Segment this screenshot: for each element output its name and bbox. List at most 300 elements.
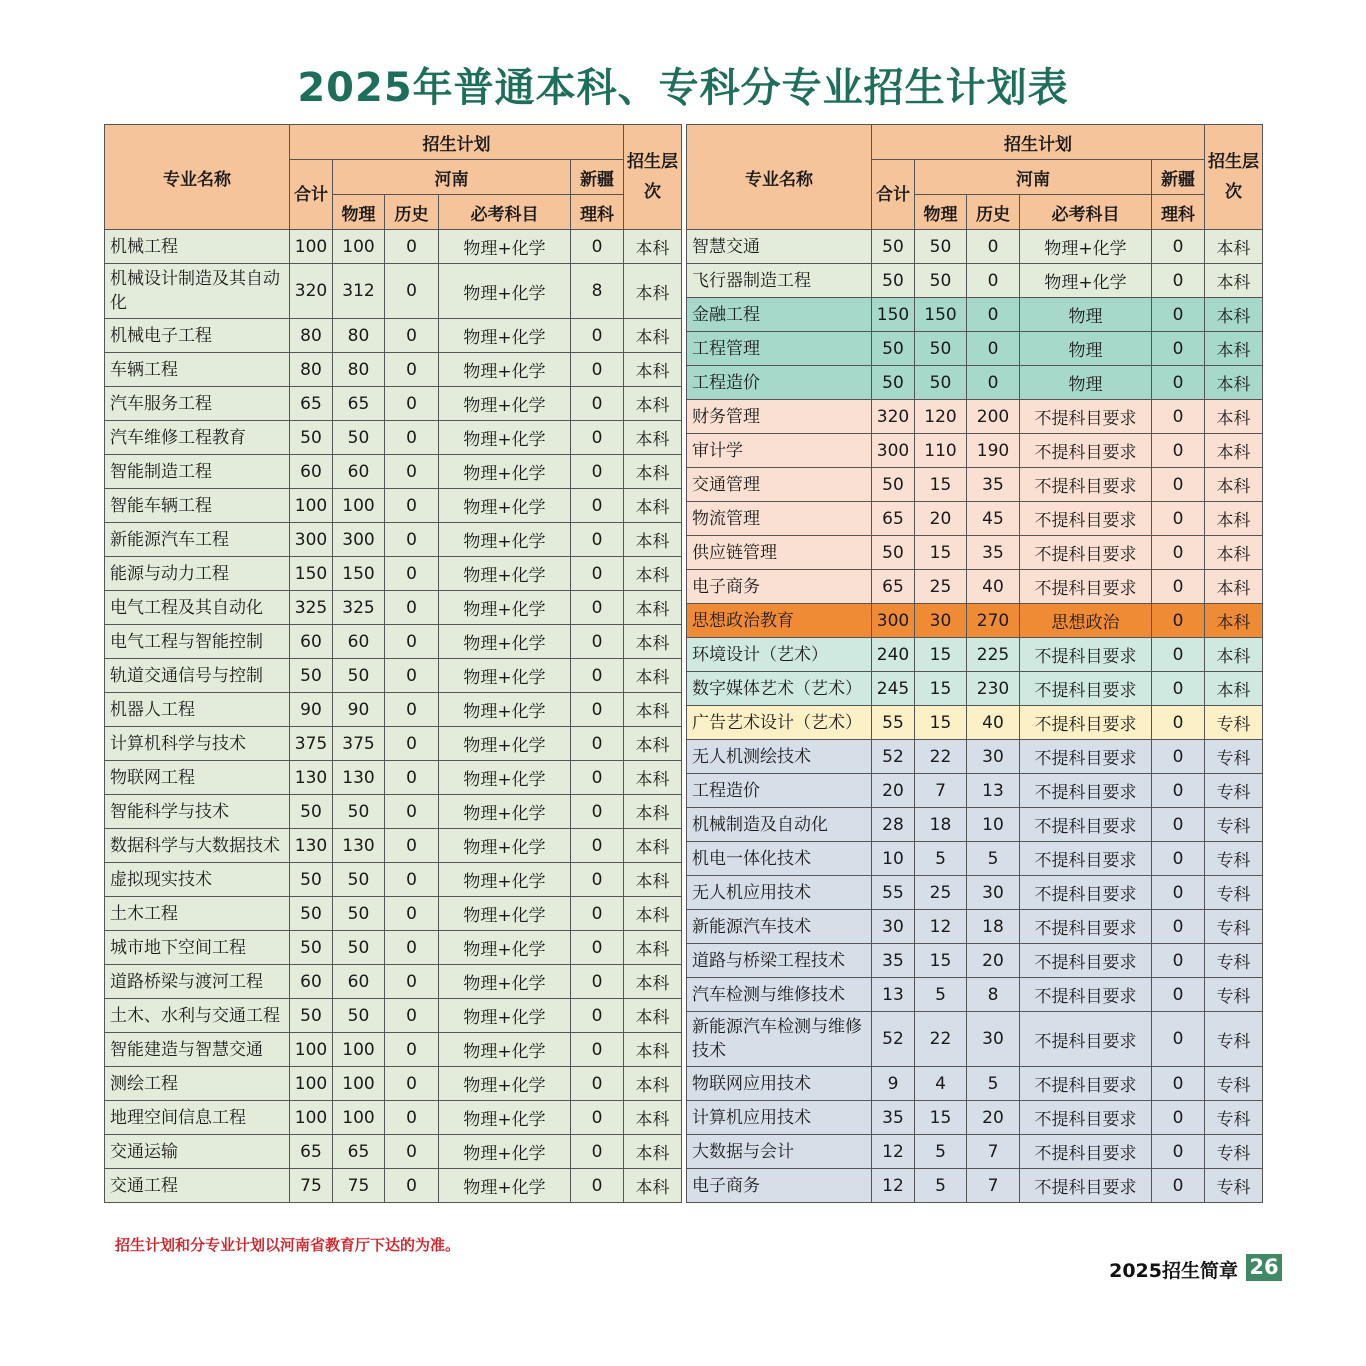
xinjiang-science-cell: 0	[1152, 740, 1205, 774]
xinjiang-science-cell: 0	[1152, 978, 1205, 1012]
table-row	[687, 434, 1263, 468]
xinjiang-science-cell: 0	[1152, 1101, 1205, 1135]
level-cell: 本科	[1205, 400, 1263, 434]
table-row	[105, 829, 682, 863]
header-total: 合计	[290, 160, 333, 230]
required-subject-cell: 不提科目要求	[1020, 808, 1152, 842]
history-cell: 0	[967, 264, 1020, 298]
total-cell: 90	[290, 693, 333, 727]
major-name-cell: 审计学	[687, 434, 872, 468]
level-cell: 本科	[624, 659, 682, 693]
total-cell: 130	[290, 829, 333, 863]
physics-cell: 25	[915, 876, 967, 910]
total-cell: 50	[290, 421, 333, 455]
physics-cell: 150	[333, 557, 385, 591]
history-cell: 0	[385, 1135, 439, 1169]
xinjiang-science-cell: 0	[571, 693, 624, 727]
physics-cell: 15	[915, 536, 967, 570]
table-row	[687, 604, 1263, 638]
xinjiang-science-cell: 0	[571, 353, 624, 387]
physics-cell: 50	[333, 897, 385, 931]
major-name-cell: 智能建造与智慧交通	[105, 1033, 290, 1067]
level-cell: 本科	[1205, 468, 1263, 502]
xinjiang-science-cell: 0	[1152, 1135, 1205, 1169]
required-subject-cell: 不提科目要求	[1020, 536, 1152, 570]
history-cell: 30	[967, 876, 1020, 910]
level-cell: 本科	[624, 625, 682, 659]
table-row	[105, 1135, 682, 1169]
total-cell: 75	[290, 1169, 333, 1203]
level-cell: 本科	[624, 829, 682, 863]
major-name-cell: 测绘工程	[105, 1067, 290, 1101]
level-cell: 专科	[1205, 1101, 1263, 1135]
total-cell: 55	[872, 876, 915, 910]
major-name-cell: 机电一体化技术	[687, 842, 872, 876]
table-row	[105, 625, 682, 659]
physics-cell: 80	[333, 353, 385, 387]
total-cell: 12	[872, 1169, 915, 1203]
major-name-cell: 道路与桥梁工程技术	[687, 944, 872, 978]
table-row	[687, 910, 1263, 944]
history-cell: 0	[385, 523, 439, 557]
xinjiang-science-cell: 0	[571, 591, 624, 625]
level-cell: 本科	[624, 421, 682, 455]
required-subject-cell: 不提科目要求	[1020, 774, 1152, 808]
required-subject-cell: 不提科目要求	[1020, 944, 1152, 978]
total-cell: 240	[872, 638, 915, 672]
table-row	[105, 353, 682, 387]
required-subject-cell: 不提科目要求	[1020, 978, 1152, 1012]
major-name-cell: 交通工程	[105, 1169, 290, 1203]
major-name-cell: 物流管理	[687, 502, 872, 536]
table-row	[105, 1101, 682, 1135]
physics-cell: 100	[333, 230, 385, 264]
physics-cell: 60	[333, 965, 385, 999]
table-row	[687, 332, 1263, 366]
required-subject-cell: 物理+化学	[439, 557, 571, 591]
major-name-cell: 土木、水利与交通工程	[105, 999, 290, 1033]
history-cell: 190	[967, 434, 1020, 468]
level-cell: 本科	[624, 591, 682, 625]
level-cell: 专科	[1205, 842, 1263, 876]
xinjiang-science-cell: 0	[1152, 264, 1205, 298]
required-subject-cell: 物理+化学	[439, 863, 571, 897]
physics-cell: 50	[333, 421, 385, 455]
total-cell: 9	[872, 1067, 915, 1101]
xinjiang-science-cell: 0	[571, 557, 624, 591]
level-cell: 本科	[624, 230, 682, 264]
table-row	[687, 570, 1263, 604]
table-row	[105, 965, 682, 999]
table-row	[105, 659, 682, 693]
total-cell: 150	[290, 557, 333, 591]
total-cell: 100	[290, 1067, 333, 1101]
history-cell: 0	[967, 366, 1020, 400]
physics-cell: 5	[915, 1169, 967, 1203]
xinjiang-science-cell: 0	[1152, 1067, 1205, 1101]
total-cell: 150	[872, 298, 915, 332]
header-history: 历史	[967, 195, 1020, 230]
major-name-cell: 物联网工程	[105, 761, 290, 795]
total-cell: 50	[872, 468, 915, 502]
level-cell: 专科	[1205, 1067, 1263, 1101]
major-name-cell: 土木工程	[105, 897, 290, 931]
table-row	[105, 557, 682, 591]
major-name-cell: 电气工程及其自动化	[105, 591, 290, 625]
level-cell: 本科	[624, 863, 682, 897]
header-total: 合计	[872, 160, 915, 230]
total-cell: 28	[872, 808, 915, 842]
required-subject-cell: 物理+化学	[439, 897, 571, 931]
total-cell: 50	[872, 366, 915, 400]
required-subject-cell: 物理+化学	[1020, 230, 1152, 264]
table-row	[105, 489, 682, 523]
major-name-cell: 能源与动力工程	[105, 557, 290, 591]
xinjiang-science-cell: 0	[1152, 842, 1205, 876]
major-name-cell: 无人机测绘技术	[687, 740, 872, 774]
major-name-cell: 机械设计制造及其自动化	[105, 264, 290, 319]
major-name-cell: 无人机应用技术	[687, 876, 872, 910]
total-cell: 320	[872, 400, 915, 434]
major-name-cell: 物联网应用技术	[687, 1067, 872, 1101]
required-subject-cell: 物理+化学	[439, 1135, 571, 1169]
history-cell: 0	[385, 557, 439, 591]
major-name-cell: 智能制造工程	[105, 455, 290, 489]
required-subject-cell: 物理+化学	[439, 761, 571, 795]
physics-cell: 50	[915, 332, 967, 366]
physics-cell: 120	[915, 400, 967, 434]
history-cell: 7	[967, 1135, 1020, 1169]
xinjiang-science-cell: 0	[571, 659, 624, 693]
history-cell: 35	[967, 536, 1020, 570]
total-cell: 50	[290, 897, 333, 931]
xinjiang-science-cell: 0	[1152, 570, 1205, 604]
history-cell: 230	[967, 672, 1020, 706]
history-cell: 0	[385, 1101, 439, 1135]
table-row	[687, 706, 1263, 740]
history-cell: 0	[385, 353, 439, 387]
xinjiang-science-cell: 0	[571, 1067, 624, 1101]
physics-cell: 325	[333, 591, 385, 625]
total-cell: 50	[290, 863, 333, 897]
major-name-cell: 计算机科学与技术	[105, 727, 290, 761]
table-row	[105, 863, 682, 897]
required-subject-cell: 不提科目要求	[1020, 468, 1152, 502]
level-cell: 专科	[1205, 910, 1263, 944]
level-cell: 本科	[1205, 264, 1263, 298]
physics-cell: 4	[915, 1067, 967, 1101]
level-cell: 本科	[1205, 502, 1263, 536]
total-cell: 300	[872, 604, 915, 638]
total-cell: 13	[872, 978, 915, 1012]
xinjiang-science-cell: 0	[1152, 230, 1205, 264]
physics-cell: 7	[915, 774, 967, 808]
header-major-name: 专业名称	[105, 125, 290, 230]
header-henan: 河南	[915, 160, 1152, 195]
level-cell: 本科	[1205, 604, 1263, 638]
major-name-cell: 轨道交通信号与控制	[105, 659, 290, 693]
physics-cell: 110	[915, 434, 967, 468]
history-cell: 40	[967, 570, 1020, 604]
required-subject-cell: 物理	[1020, 332, 1152, 366]
header-level: 招生层次	[1205, 125, 1263, 230]
table-row	[105, 1067, 682, 1101]
level-cell: 专科	[1205, 706, 1263, 740]
level-cell: 本科	[624, 557, 682, 591]
total-cell: 50	[872, 230, 915, 264]
xinjiang-science-cell: 0	[1152, 366, 1205, 400]
history-cell: 0	[385, 230, 439, 264]
table-row	[687, 1067, 1263, 1101]
table-row	[687, 298, 1263, 332]
required-subject-cell: 物理+化学	[439, 1169, 571, 1203]
level-cell: 本科	[624, 1169, 682, 1203]
header-history: 历史	[385, 195, 439, 230]
required-subject-cell: 物理+化学	[439, 264, 571, 319]
physics-cell: 150	[915, 298, 967, 332]
level-cell: 本科	[624, 693, 682, 727]
major-name-cell: 数字媒体艺术（艺术）	[687, 672, 872, 706]
physics-cell: 375	[333, 727, 385, 761]
history-cell: 0	[385, 591, 439, 625]
history-cell: 0	[385, 897, 439, 931]
xinjiang-science-cell: 0	[571, 1135, 624, 1169]
major-name-cell: 电子商务	[687, 1169, 872, 1203]
total-cell: 12	[872, 1135, 915, 1169]
history-cell: 8	[967, 978, 1020, 1012]
required-subject-cell: 物理+化学	[439, 353, 571, 387]
level-cell: 专科	[1205, 1169, 1263, 1203]
xinjiang-science-cell: 0	[1152, 638, 1205, 672]
header-science: 理科	[571, 195, 624, 230]
required-subject-cell: 物理+化学	[439, 523, 571, 557]
level-cell: 本科	[624, 353, 682, 387]
required-subject-cell: 不提科目要求	[1020, 876, 1152, 910]
header-required: 必考科目	[439, 195, 571, 230]
major-name-cell: 新能源汽车检测与维修技术	[687, 1012, 872, 1067]
physics-cell: 50	[915, 230, 967, 264]
xinjiang-science-cell: 0	[1152, 876, 1205, 910]
history-cell: 0	[385, 264, 439, 319]
header-plan: 招生计划	[290, 125, 624, 160]
history-cell: 0	[385, 1067, 439, 1101]
total-cell: 10	[872, 842, 915, 876]
physics-cell: 50	[333, 795, 385, 829]
level-cell: 专科	[1205, 1135, 1263, 1169]
physics-cell: 15	[915, 706, 967, 740]
table-row	[687, 672, 1263, 706]
physics-cell: 18	[915, 808, 967, 842]
major-name-cell: 道路桥梁与渡河工程	[105, 965, 290, 999]
table-row	[105, 897, 682, 931]
table-row	[105, 999, 682, 1033]
xinjiang-science-cell: 0	[1152, 468, 1205, 502]
level-cell: 本科	[624, 1135, 682, 1169]
total-cell: 60	[290, 455, 333, 489]
table-row	[687, 468, 1263, 502]
major-name-cell: 新能源汽车工程	[105, 523, 290, 557]
header-henan: 河南	[333, 160, 571, 195]
table-row	[687, 638, 1263, 672]
xinjiang-science-cell: 0	[571, 387, 624, 421]
enrollment-table-right	[686, 124, 1263, 1203]
physics-cell: 12	[915, 910, 967, 944]
history-cell: 40	[967, 706, 1020, 740]
table-row	[687, 1135, 1263, 1169]
xinjiang-science-cell: 0	[1152, 1012, 1205, 1067]
table-row	[105, 264, 682, 319]
total-cell: 130	[290, 761, 333, 795]
table-row	[687, 978, 1263, 1012]
major-name-cell: 汽车维修工程教育	[105, 421, 290, 455]
table-row	[687, 264, 1263, 298]
history-cell: 0	[385, 727, 439, 761]
total-cell: 375	[290, 727, 333, 761]
history-cell: 0	[385, 1033, 439, 1067]
level-cell: 本科	[624, 489, 682, 523]
table-row	[687, 400, 1263, 434]
history-cell: 0	[385, 489, 439, 523]
table-row	[105, 795, 682, 829]
total-cell: 300	[290, 523, 333, 557]
major-name-cell: 财务管理	[687, 400, 872, 434]
major-name-cell: 车辆工程	[105, 353, 290, 387]
major-name-cell: 智慧交通	[687, 230, 872, 264]
required-subject-cell: 不提科目要求	[1020, 1135, 1152, 1169]
header-level: 招生层次	[624, 125, 682, 230]
table-body-right	[687, 230, 1263, 1203]
level-cell: 专科	[1205, 808, 1263, 842]
total-cell: 100	[290, 489, 333, 523]
xinjiang-science-cell: 0	[1152, 672, 1205, 706]
history-cell: 0	[385, 1169, 439, 1203]
major-name-cell: 智能科学与技术	[105, 795, 290, 829]
required-subject-cell: 不提科目要求	[1020, 1012, 1152, 1067]
level-cell: 本科	[1205, 332, 1263, 366]
history-cell: 0	[385, 965, 439, 999]
major-name-cell: 思想政治教育	[687, 604, 872, 638]
history-cell: 270	[967, 604, 1020, 638]
physics-cell: 50	[333, 931, 385, 965]
total-cell: 300	[872, 434, 915, 468]
total-cell: 50	[872, 264, 915, 298]
header-physics: 物理	[333, 195, 385, 230]
total-cell: 245	[872, 672, 915, 706]
history-cell: 0	[385, 829, 439, 863]
required-subject-cell: 物理+化学	[439, 489, 571, 523]
level-cell: 专科	[1205, 774, 1263, 808]
required-subject-cell: 物理+化学	[439, 829, 571, 863]
level-cell: 本科	[624, 1067, 682, 1101]
physics-cell: 22	[915, 1012, 967, 1067]
total-cell: 100	[290, 230, 333, 264]
required-subject-cell: 物理+化学	[439, 625, 571, 659]
required-subject-cell: 不提科目要求	[1020, 910, 1152, 944]
major-name-cell: 机器人工程	[105, 693, 290, 727]
level-cell: 本科	[1205, 570, 1263, 604]
required-subject-cell: 不提科目要求	[1020, 672, 1152, 706]
total-cell: 55	[872, 706, 915, 740]
major-name-cell: 新能源汽车技术	[687, 910, 872, 944]
required-subject-cell: 物理+化学	[439, 727, 571, 761]
history-cell: 30	[967, 740, 1020, 774]
physics-cell: 60	[333, 455, 385, 489]
physics-cell: 15	[915, 468, 967, 502]
major-name-cell: 城市地下空间工程	[105, 931, 290, 965]
total-cell: 65	[872, 502, 915, 536]
major-name-cell: 电子商务	[687, 570, 872, 604]
history-cell: 0	[967, 332, 1020, 366]
major-name-cell: 机械工程	[105, 230, 290, 264]
xinjiang-science-cell: 0	[1152, 706, 1205, 740]
required-subject-cell: 不提科目要求	[1020, 570, 1152, 604]
level-cell: 本科	[624, 965, 682, 999]
xinjiang-science-cell: 0	[571, 489, 624, 523]
table-row	[105, 727, 682, 761]
physics-cell: 50	[333, 999, 385, 1033]
table-row	[105, 230, 682, 264]
history-cell: 0	[385, 625, 439, 659]
physics-cell: 100	[333, 1067, 385, 1101]
total-cell: 35	[872, 944, 915, 978]
physics-cell: 50	[333, 863, 385, 897]
physics-cell: 50	[333, 659, 385, 693]
table-row	[105, 693, 682, 727]
history-cell: 0	[385, 455, 439, 489]
required-subject-cell: 物理+化学	[439, 659, 571, 693]
xinjiang-science-cell: 0	[1152, 400, 1205, 434]
level-cell: 本科	[624, 455, 682, 489]
table-row	[687, 774, 1263, 808]
required-subject-cell: 不提科目要求	[1020, 740, 1152, 774]
required-subject-cell: 思想政治	[1020, 604, 1152, 638]
physics-cell: 100	[333, 1033, 385, 1067]
required-subject-cell: 不提科目要求	[1020, 434, 1152, 468]
level-cell: 专科	[1205, 876, 1263, 910]
physics-cell: 15	[915, 944, 967, 978]
level-cell: 专科	[1205, 944, 1263, 978]
history-cell: 0	[385, 319, 439, 353]
xinjiang-science-cell: 0	[571, 965, 624, 999]
level-cell: 本科	[624, 795, 682, 829]
level-cell: 本科	[624, 387, 682, 421]
major-name-cell: 汽车检测与维修技术	[687, 978, 872, 1012]
major-name-cell: 环境设计（艺术）	[687, 638, 872, 672]
history-cell: 200	[967, 400, 1020, 434]
history-cell: 0	[385, 659, 439, 693]
history-cell: 45	[967, 502, 1020, 536]
total-cell: 50	[872, 536, 915, 570]
history-cell: 225	[967, 638, 1020, 672]
level-cell: 专科	[1205, 1012, 1263, 1067]
table-row	[105, 319, 682, 353]
level-cell: 本科	[1205, 298, 1263, 332]
level-cell: 本科	[624, 761, 682, 795]
total-cell: 50	[290, 999, 333, 1033]
header-major-name: 专业名称	[687, 125, 872, 230]
table-row	[687, 536, 1263, 570]
table-row	[687, 842, 1263, 876]
physics-cell: 300	[333, 523, 385, 557]
major-name-cell: 供应链管理	[687, 536, 872, 570]
history-cell: 0	[385, 931, 439, 965]
total-cell: 50	[872, 332, 915, 366]
major-name-cell: 广告艺术设计（艺术）	[687, 706, 872, 740]
table-row	[105, 591, 682, 625]
required-subject-cell: 物理+化学	[439, 319, 571, 353]
required-subject-cell: 物理	[1020, 298, 1152, 332]
physics-cell: 22	[915, 740, 967, 774]
